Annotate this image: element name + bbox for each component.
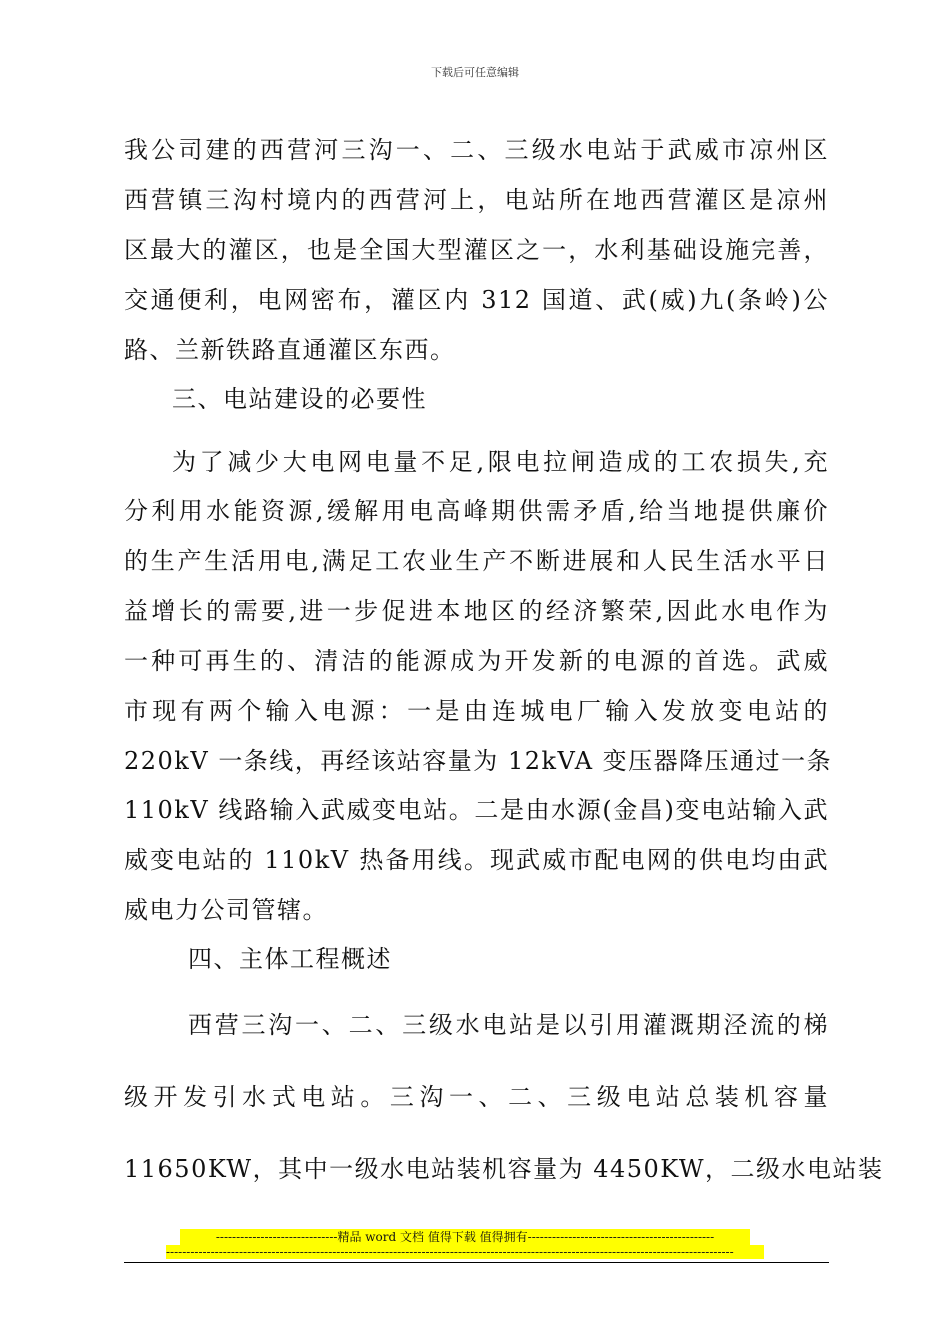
paragraph-line: 220kV 一条线，再经该站容量为 12kVA 变压器降压通过一条	[124, 747, 833, 775]
paragraph-line: 区最大的灌区，也是全国大型灌区之一，水利基础设施完善，	[124, 236, 829, 264]
paragraph-line: 分利用水能资源,缓解用电高峰期供需矛盾,给当地提供廉价	[124, 497, 829, 525]
paragraph-line: 益增长的需要,进一步促进本地区的经济繁荣,因此水电作为	[124, 597, 829, 625]
footer-dash-line: --------------------------------------------------------------------------------------------------------------------------------------------	[166, 1245, 764, 1259]
paragraph-line: 西营镇三沟村境内的西营河上，电站所在地西营灌区是凉州	[124, 186, 829, 214]
paragraph-line: 市现有两个输入电源：一是由连城电厂输入发放变电站的	[124, 697, 829, 725]
paragraph-line: 威变电站的 110kV 热备用线。现武威市配电网的供电均由武	[124, 846, 829, 874]
header-note: 下载后可任意编辑	[431, 66, 519, 79]
footer-rule	[124, 1262, 829, 1263]
paragraph-line: 西营三沟一、二、三级水电站是以引用灌溉期泾流的梯	[188, 1011, 829, 1039]
section-heading-3: 三、电站建设的必要性	[172, 385, 427, 413]
paragraph-line: 110kV 线路输入武威变电站。二是由水源(金昌)变电站输入武	[124, 796, 829, 824]
footer-banner: ------------------------------精品 word 文档 值得下载 值得拥有----------------------------------------------	[180, 1229, 750, 1245]
paragraph-line: 级开发引水式电站。三沟一、二、三级电站总装机容量	[124, 1083, 829, 1111]
paragraph-line: 威电力公司管辖。	[124, 896, 328, 924]
paragraph-line: 的生产生活用电,满足工农业生产不断进展和人民生活水平日	[124, 547, 829, 575]
paragraph-line: 交通便利，电网密布，灌区内 312 国道、武(威)九(条岭)公	[124, 286, 829, 314]
paragraph-line: 为了减少大电网电量不足,限电拉闸造成的工农损失,充	[172, 448, 829, 476]
paragraph-line: 11650KW，其中一级水电站装机容量为 4450KW，二级水电站装	[124, 1155, 884, 1183]
paragraph-line: 一种可再生的、清洁的能源成为开发新的电源的首选。武威	[124, 647, 829, 675]
section-heading-4: 四、主体工程概述	[188, 945, 392, 973]
paragraph-line: 路、兰新铁路直通灌区东西。	[124, 336, 456, 364]
paragraph-line: 我公司建的西营河三沟一、二、三级水电站于武威市凉州区	[124, 136, 829, 164]
